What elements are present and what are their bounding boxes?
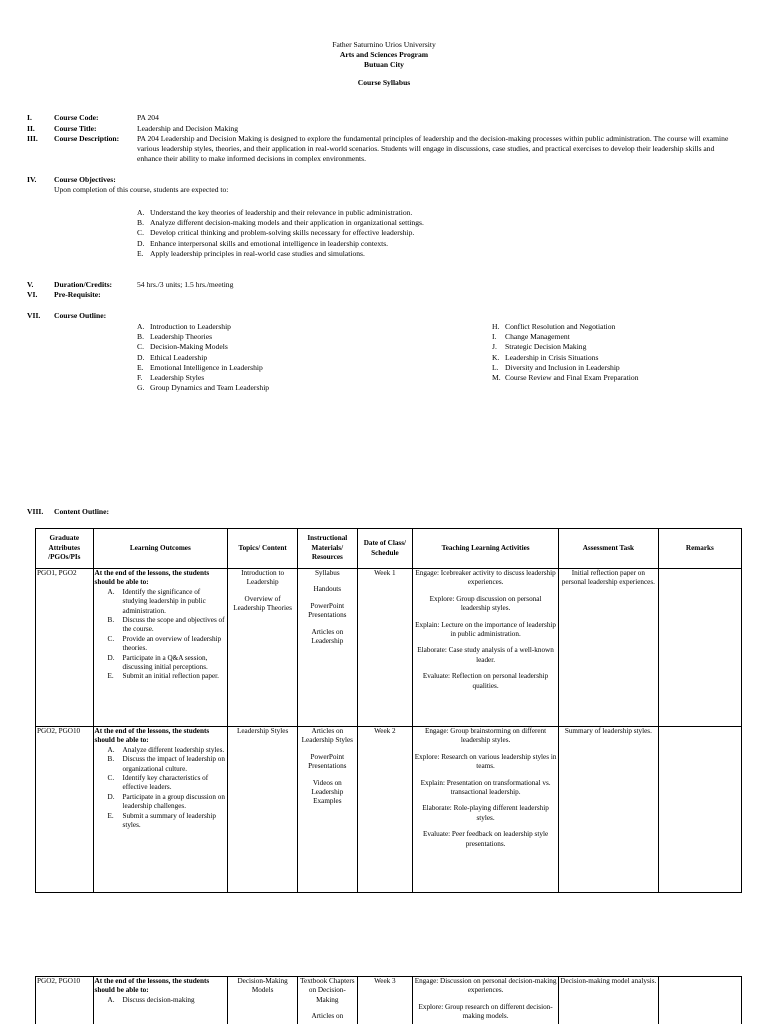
list-item: A. Understand the key theories of leadership and their relevance in public administration. xyxy=(137,208,413,217)
activities-cell: Engage: Group brainstorming on different leadership styles. Explore: Research on various leadership styles in teams. Explain: Presentation on transformational vs. transactional leadership. Elaborate: Role-playing different leadership styles. Evaluate: Peer feedback on leadership style presentations. xyxy=(413,727,559,893)
column-header: Instructional Materials/ Resources xyxy=(298,529,358,569)
graduate-attributes-cell: PGO2, PGO10 xyxy=(36,977,94,1024)
city-name: Butuan City xyxy=(364,60,404,69)
section-number: III. xyxy=(27,134,38,143)
column-header: Teaching Learning Activities xyxy=(413,529,559,569)
content-outline-table xyxy=(35,528,742,893)
section-number: I. xyxy=(27,113,32,122)
outline-list-right xyxy=(492,322,639,383)
objectives-label: Course Objectives: xyxy=(54,175,116,184)
assessment-cell: Summary of leadership styles. xyxy=(559,727,659,893)
column-header: Date of Class/ Schedule xyxy=(357,529,412,569)
section-number: V. xyxy=(27,280,34,289)
learning-outcomes-cell: At the end of the lessons, the students should be able to: A. Identify the significance of studying leadership in public administration. B. Discuss the scope and objectives of the course. C. Provide an overview of leadership theories. D. Participate in a Q&A session, discussing initial perceptions. E. Submit an initial reflection paper. xyxy=(93,569,228,727)
materials-cell: Syllabus Handouts PowerPoint Presentations Articles on Leadership xyxy=(298,569,358,727)
program-name: Arts and Sciences Program xyxy=(339,50,429,59)
graduate-attributes-cell: PGO2, PGO10 xyxy=(36,727,94,893)
duration-value: 54 hrs./3 units; 1.5 hrs./meeting xyxy=(137,280,234,289)
content-outline-table-continued xyxy=(35,976,742,1024)
list-item: B. Discuss the scope and objectives of the course. xyxy=(107,616,225,634)
list-item: L. Diversity and Inclusion in Leadership xyxy=(492,362,620,372)
list-item: E. Submit an initial reflection paper. xyxy=(107,672,219,681)
topics-cell: Leadership Styles xyxy=(228,727,298,893)
learning-outcomes-cell: At the end of the lessons, the students should be able to: A. Analyze different leadership styles. B. Discuss the impact of leadership on organizational culture. C. Identify key characteristics of effective leaders. D. Participate in a group discussion on leadership challenges. E. Submit a summary of leadership styles. xyxy=(93,727,228,893)
list-item: D. Enhance interpersonal skills and emotional intelligence in leadership contexts. xyxy=(137,238,389,248)
list-item: B. Discuss the impact of leadership on organizational culture. xyxy=(107,755,225,773)
topics-cell: Introduction to Leadership Overview of Leadership Theories xyxy=(228,569,298,727)
graduate-attributes-cell: PGO1, PGO2 xyxy=(36,569,94,727)
objectives-intro: Upon completion of this course, students are expected to: xyxy=(54,185,229,194)
section-number: VII. xyxy=(27,311,41,320)
list-item: D. Participate in a group discussion on leadership challenges. xyxy=(107,792,225,811)
list-item: K. Leadership in Crisis Situations xyxy=(492,352,599,362)
prerequisite-label: Pre-Requisite: xyxy=(54,290,101,299)
list-item: E. Apply leadership principles in real-world case studies and simulations. xyxy=(137,248,365,258)
section-number: VIII. xyxy=(27,507,44,516)
document-header xyxy=(0,40,768,88)
table-row xyxy=(36,727,742,893)
list-item: B. Analyze different decision-making models and their application in organizational settings. xyxy=(137,218,424,228)
column-header: Topics/ Content xyxy=(228,529,298,569)
continuation-table-wrapper xyxy=(35,976,742,1024)
list-item: I. Change Management xyxy=(492,332,570,342)
table-row xyxy=(36,569,742,727)
activities-cell: Engage: Icebreaker activity to discuss leadership experiences. Explore: Group discussion on personal leadership styles. Explain: Lecture on the importance of leadership in public administration. Elaborate: Case study analysis of a well-known leader. Evaluate: Reflection on personal leadership qualities. xyxy=(413,569,559,727)
materials-cell: Articles on Leadership Styles PowerPoint Presentations Videos on Leadership Examples xyxy=(298,727,358,893)
column-header: Graduate Attributes /PGOs/PIs xyxy=(36,529,94,569)
activities-cell: Engage: Discussion on personal decision-making experiences. Explore: Group research on different decision-making models. xyxy=(413,977,559,1024)
remarks-cell xyxy=(658,569,741,727)
list-item: D. Participate in a Q&A session, discussing initial perceptions. xyxy=(107,653,208,672)
list-item: J. Strategic Decision Making xyxy=(492,342,587,352)
list-item: M. Course Review and Final Exam Preparation xyxy=(492,373,639,383)
duration-label: Duration/Credits: xyxy=(54,280,113,289)
list-item: E. Emotional Intelligence in Leadership xyxy=(137,362,263,372)
materials-cell: Textbook Chapters on Decision-Making Articles on xyxy=(298,977,358,1024)
list-item: B. Leadership Theories xyxy=(137,332,213,342)
course-code-label: Course Code: xyxy=(54,113,99,122)
content-outline-label: Content Outline: xyxy=(54,507,110,516)
course-description-value: PA 204 Leadership and Decision Making is designed to explore the fundamental principles of leadership and the decision-making processes within public administration. The course will examine various leadership styles, theories, and their application in real-world scenarios. Students will engage in discussions, case studies, and practical exercises to develop their leadership skills and enhance their ability to make informed decisions in complex environments. xyxy=(137,134,729,163)
list-item: C. Develop critical thinking and problem-solving skills necessary for effective leadership. xyxy=(137,228,415,238)
list-item: C. Provide an overview of leadership theories. xyxy=(107,634,222,653)
section-number: VI. xyxy=(27,290,38,299)
remarks-cell xyxy=(658,727,741,893)
section-number: IV. xyxy=(27,175,37,184)
table-row xyxy=(36,977,742,1024)
schedule-cell: Week 1 xyxy=(357,569,412,727)
document-title: Course Syllabus xyxy=(357,78,411,87)
table-header-row xyxy=(36,529,742,569)
column-header: Learning Outcomes xyxy=(93,529,228,569)
assessment-cell: Initial reflection paper on personal leadership experiences. xyxy=(559,569,659,727)
list-item: C. Identify key characteristics of effective leaders. xyxy=(107,774,209,792)
course-code-value: PA 204 xyxy=(137,113,159,122)
schedule-cell: Week 3 xyxy=(357,977,412,1024)
assessment-cell: Decision-making model analysis. xyxy=(559,977,659,1024)
course-description-label: Course Description: xyxy=(54,134,120,143)
topics-cell: Decision-Making Models xyxy=(228,977,298,1024)
list-item: E. Submit a summary of leadership styles. xyxy=(107,811,216,830)
section-number: II. xyxy=(27,123,35,133)
list-item: A. Identify the significance of studying leadership in public administration. xyxy=(107,587,206,615)
course-outline-label: Course Outline: xyxy=(54,311,107,320)
column-header: Assessment Task xyxy=(559,529,659,569)
list-item: F. Leadership Styles xyxy=(137,373,205,383)
list-item: D. Ethical Leadership xyxy=(137,352,208,362)
course-title-label: Course Title: xyxy=(54,123,97,133)
column-header: Remarks xyxy=(658,529,741,569)
list-item: A. Introduction to Leadership xyxy=(137,322,231,331)
list-item: H. Conflict Resolution and Negotiation xyxy=(492,322,616,331)
university-name: Father Saturnino Urios University xyxy=(332,40,436,49)
outline-list-left xyxy=(137,322,269,393)
course-title-value: Leadership and Decision Making xyxy=(137,123,239,133)
list-item: A. Discuss decision-making xyxy=(107,995,195,1004)
schedule-cell: Week 2 xyxy=(357,727,412,893)
learning-outcomes-cell: At the end of the lessons, the students should be able to: A. Discuss decision-making xyxy=(93,977,228,1024)
list-item: C. Decision-Making Models xyxy=(137,342,228,352)
list-item: A. Analyze different leadership styles. xyxy=(107,745,225,754)
list-item: G. Group Dynamics and Team Leadership xyxy=(137,383,270,393)
remarks-cell xyxy=(658,977,741,1024)
objectives-list xyxy=(137,208,424,259)
